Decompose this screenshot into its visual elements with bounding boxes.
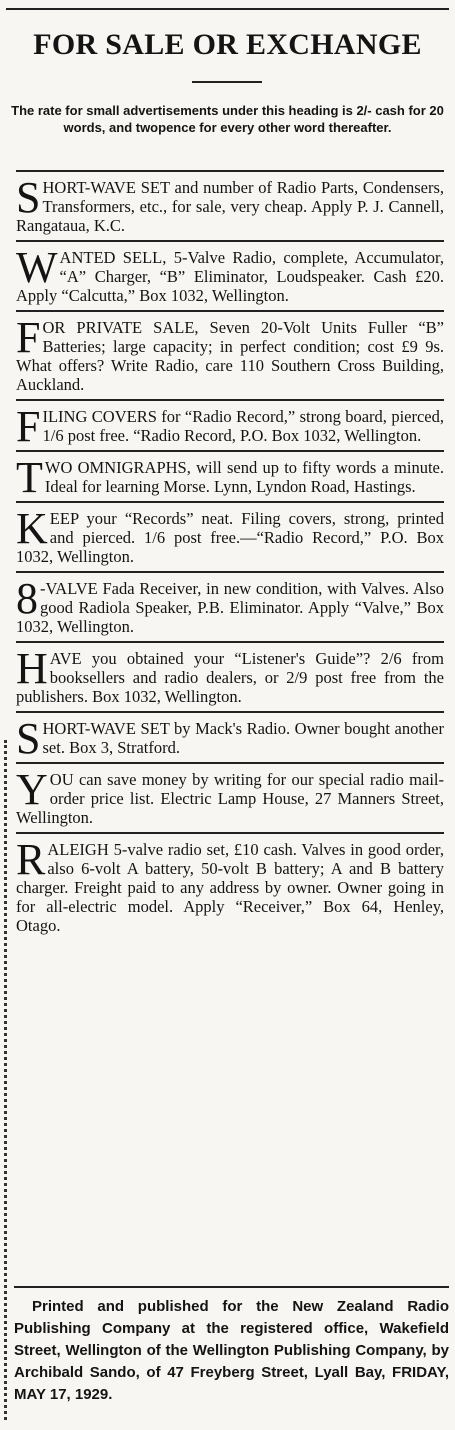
ad-text: by Mack's Radio. Owner bought another set. Box 3, Stratford. [42,719,444,757]
classified-ad [16,711,444,762]
ad-lead: HORT-WAVE SET [42,719,170,738]
ad-text: for “Radio Record,” strong board, pierced, 1/6 post free. “Radio Record, P.O. Box 1032, Wellington. [42,407,444,445]
drop-cap: S [16,714,41,763]
classified-ad [16,571,444,641]
classified-ad [16,310,444,399]
ad-lead: OU [49,770,74,789]
page-title: FOR SALE OR EXCHANGE [33,28,422,61]
ad-lead: OR PRIVATE SALE, [42,318,199,337]
ad-lead: EEP [49,509,79,528]
issue-date: FRIDAY, MAY 17, 1929. [14,1364,449,1403]
classified-ad [16,399,444,450]
classified-ad [16,762,444,832]
drop-cap: Y [16,765,48,814]
classified-ad [16,832,444,940]
classified-ad [16,450,444,501]
rate-notice: The rate for small advertisements under this heading is 2/- cash for 20 words, and twopence for every other word thereafter. [11,103,444,135]
ad-text: and number of Radio Parts, Condensers, Transformers, etc., for sale, very cheap. Apply P. J. Cannell, Rangataua, K.C. [16,178,444,235]
ad-lead: ANTED SELL, [59,248,167,267]
drop-cap: W [16,243,58,292]
ad-text: 5-Valve Radio, complete, Accumulator, “A” Charger, “B” Eliminator, Loudspeaker. Cash £20. Apply “Calcutta,” Box 1032, Wellington. [16,248,444,305]
drop-cap: H [16,644,48,693]
classified-ad [16,641,444,711]
drop-cap: K [16,504,48,553]
classified-ad [16,501,444,571]
ad-lead: -VALVE [40,579,98,598]
ad-text: can save money by writing for our special radio mail-order price list. Electric Lamp House, 27 Manners Street, Wellington. [16,770,444,827]
top-rule [6,8,449,10]
ad-text: Fada Receiver, in new condition, with Valves. Also good Radiola Speaker, P.B. Eliminator. Apply “Valve,” Box 1032, Wellington. [16,579,444,636]
drop-cap: F [16,402,41,451]
drop-cap: T [16,453,43,502]
classified-ad [16,240,444,310]
ad-text: Seven 20-Volt Units Fuller “B” Batteries; large capacity; in perfect condition; cost £9 9s. What offers? Write Radio, care 110 Southern Cross Building, Auckland. [16,318,444,394]
ad-lead: HORT-WAVE SET [42,178,170,197]
imprint-text: Printed and published for the New Zealand Radio Publishing Company at the registered office, Wakefield Street, Wellington of the Wellington Publishing Company, by Archibald Sando, of 47 Freyberg Street, Lyall Bay, [14,1298,449,1381]
ad-text: 5-valve radio set, £10 cash. Valves in good order, also 6-volt A battery, 50-volt B battery; A and B battery charger. Freight paid to any address by owner. Owner going in for all-electric model. Apply “Receiver,” Box 64, Henley, Otago. [16,840,444,935]
dotted-margin-rule [4,740,7,1420]
publisher-imprint [14,1286,449,1406]
classified-ad [16,170,444,240]
classified-ads [16,170,444,940]
ad-lead: ALEIGH [47,840,109,859]
ad-text: you obtained your “Listener's Guide”? 2/6 from booksellers and radio dealers, or 2/9 post free from the publishers. Box 1032, Wellington. [16,649,444,706]
drop-cap: S [16,173,41,222]
drop-cap: 8 [16,574,38,623]
ad-lead: AVE [49,649,82,668]
ad-text: your “Records” neat. Filing covers, strong, printed and pierced. 1/6 post free.—“Radio Record,” P.O. Box 1032, Wellington. [16,509,444,566]
ad-lead: ILING COVERS [42,407,157,426]
ad-text: will send up to fifty words a minute. Ideal for learning Morse. Lynn, Lyndon Road, Hastings. [44,458,445,496]
heading-rule [192,81,262,83]
ad-lead: WO OMNIGRAPHS, [44,458,191,477]
drop-cap: F [16,313,41,362]
drop-cap: R [16,835,46,884]
